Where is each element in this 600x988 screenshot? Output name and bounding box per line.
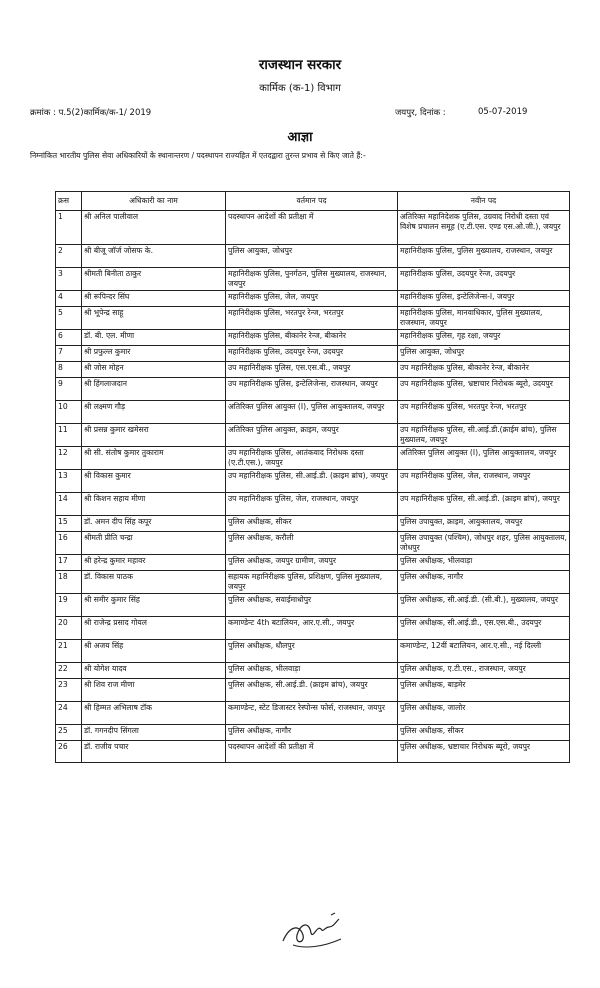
serial-cell: 11 xyxy=(56,424,82,447)
current-post-cell: उप महानिरीक्षक पुलिस, एस.एस.बी., जयपुर xyxy=(226,362,398,378)
new-post-cell: उप महानिरीक्षक पुलिस, सी.आई.डी.(क्राईम ब्रांच), पुलिस मुख्यालय, जयपुर xyxy=(398,424,570,447)
new-post-cell: पुलिस आयुक्त, जोधपुर xyxy=(398,346,570,362)
officer-name-cell: श्री अजय सिंह xyxy=(82,640,226,663)
current-post-cell: महानिरीक्षक पुलिस, उदयपुर रेन्ज, उदयपुर xyxy=(226,346,398,362)
table-row xyxy=(56,493,570,516)
current-post-cell: पुलिस अधीक्षक, सी.आई.डी. (क्राइम ब्रांच), जयपुर xyxy=(226,679,398,702)
header-current-post: वर्तमान पद xyxy=(226,192,398,211)
serial-cell: 20 xyxy=(56,617,82,640)
serial-cell: 18 xyxy=(56,571,82,594)
current-post-cell: पदस्थापन आदेशों की प्रतीक्षा में xyxy=(226,741,398,763)
table-row xyxy=(56,268,570,291)
officer-name-cell: डॉ. अमन दीप सिंह कपूर xyxy=(82,516,226,532)
table-row xyxy=(56,362,570,378)
header-new-post: नवीन पद xyxy=(398,192,570,211)
header-serial: क्रस xyxy=(56,192,82,211)
officer-name-cell: श्री समीर कुमार सिंह xyxy=(82,594,226,617)
government-title: राजस्थान सरकार xyxy=(258,57,342,73)
serial-cell: 14 xyxy=(56,493,82,516)
current-post-cell: पदस्थापन आदेशों की प्रतीक्षा में xyxy=(226,211,398,245)
table-row xyxy=(56,378,570,401)
officer-name-cell: श्री भूपेन्द्र साहू xyxy=(82,307,226,330)
new-post-cell: उप महानिरीक्षक पुलिस, भ्रष्टाचार निरोधक ब्यूरो, उदयपुर xyxy=(398,378,570,401)
officer-name-cell: श्री सी. संतोष कुमार तुकाराम xyxy=(82,447,226,470)
current-post-cell: पुलिस अधीक्षक, भीलवाड़ा xyxy=(226,663,398,679)
serial-cell: 12 xyxy=(56,447,82,470)
table-header-row xyxy=(56,192,570,211)
table-row xyxy=(56,307,570,330)
place-label: जयपुर, दिनांक : xyxy=(395,108,446,118)
officer-name-cell: श्री अनिल पालीवाल xyxy=(82,211,226,245)
new-post-cell: पुलिस उपायुक्त (पश्चिम), जोधपुर शहर, पुलिस आयुक्तालय, जोधपुर xyxy=(398,532,570,555)
new-post-cell: पुलिस अधीक्षक, भीलवाड़ा xyxy=(398,555,570,571)
current-post-cell: पुलिस अधीक्षक, धौलपुर xyxy=(226,640,398,663)
new-post-cell: पुलिस अधीक्षक, बाड़मेर xyxy=(398,679,570,702)
transfer-table xyxy=(55,191,570,763)
officer-name-cell: श्रीमती प्रीति चन्द्रा xyxy=(82,532,226,555)
table-row xyxy=(56,532,570,555)
table-row xyxy=(56,447,570,470)
serial-cell: 9 xyxy=(56,378,82,401)
current-post-cell: उप महानिरीक्षक पुलिस, इन्टेलिजेन्स, राजस्थान, जयपुर xyxy=(226,378,398,401)
serial-cell: 23 xyxy=(56,679,82,702)
header-officer-name: अधिकारी का नाम xyxy=(82,192,226,211)
new-post-cell: पुलिस अधीक्षक, ए.टी.एस., राजस्थान, जयपुर xyxy=(398,663,570,679)
new-post-cell: पुलिस अधीक्षक, सीकर xyxy=(398,725,570,741)
serial-cell: 25 xyxy=(56,725,82,741)
table-row xyxy=(56,555,570,571)
current-post-cell: पुलिस आयुक्त, जोधपुर xyxy=(226,245,398,268)
officer-name-cell: श्री रूपिन्दर सिंघ xyxy=(82,291,226,307)
serial-cell: 22 xyxy=(56,663,82,679)
intro-text: निम्नांकित भारतीय पुलिस सेवा अधिकारियों के स्थानान्तरण / पदस्थापन राज्यहित में एतदद्वारा तुरन्त प्रभाव से किए जाते हैं:- xyxy=(30,151,366,160)
current-post-cell: पुलिस अधीक्षक, जयपुर ग्रामीण, जयपुर xyxy=(226,555,398,571)
current-post-cell: कमाण्डेन्ट 4th बटालियन, आर.ए.सी., जयपुर xyxy=(226,617,398,640)
current-post-cell: अतिरिक्त पुलिस आयुक्त (I), पुलिस आयुक्तालय, जयपुर xyxy=(226,401,398,424)
current-post-cell: उप महानिरीक्षक पुलिस, आतंकवाद निरोधक दस्ता (ए.टी.एस.), जयपुर xyxy=(226,447,398,470)
new-post-cell: कमाण्डेन्ट, 12वीं बटालियन, आर.ए.सी., नई दिल्ली xyxy=(398,640,570,663)
table-body xyxy=(56,211,570,763)
new-post-cell: पुलिस अधीक्षक, सी.आई.डी., एस.एस.बी., उदयपुर xyxy=(398,617,570,640)
officer-name-cell: श्री हरेन्द्र कुमार महावर xyxy=(82,555,226,571)
officer-name-cell: श्री शिव राज मीणा xyxy=(82,679,226,702)
new-post-cell: उप महानिरीक्षक पुलिस, बीकानेर रेन्ज, बीकानेर xyxy=(398,362,570,378)
table-row xyxy=(56,245,570,268)
table-row xyxy=(56,663,570,679)
new-post-cell: पुलिस अधीक्षक, नागौर xyxy=(398,571,570,594)
new-post-cell: महानिरीक्षक पुलिस, गृह रक्षा, जयपुर xyxy=(398,330,570,346)
serial-cell: 17 xyxy=(56,555,82,571)
order-title: आज्ञा xyxy=(287,130,313,145)
officer-name-cell: श्री योगेश यादव xyxy=(82,663,226,679)
officer-name-cell: श्रीमती बिनीता ठाकुर xyxy=(82,268,226,291)
new-post-cell: पुलिस उपायुक्त, क्राइम, आयुक्तालय, जयपुर xyxy=(398,516,570,532)
officer-name-cell: श्री किशन सहाय मीणा xyxy=(82,493,226,516)
order-date: 05-07-2019 xyxy=(478,107,528,117)
serial-cell: 2 xyxy=(56,245,82,268)
table-row xyxy=(56,617,570,640)
new-post-cell: उप महानिरीक्षक पुलिस, सी.आई.डी. (क्राइम ब्रांच), जयपुर xyxy=(398,493,570,516)
serial-cell: 19 xyxy=(56,594,82,617)
current-post-cell: महानिरीक्षक पुलिस, बीकानेर रेन्ज, बीकानेर xyxy=(226,330,398,346)
new-post-cell: महानिरीक्षक पुलिस, मानवाधिकार, पुलिस मुख्यालय, राजस्थान, जयपुर xyxy=(398,307,570,330)
new-post-cell: उप महानिरीक्षक पुलिस, भरतपुर रेन्ज, भरतपुर xyxy=(398,401,570,424)
new-post-cell: महानिरीक्षक पुलिस, उदयपुर रेन्ज, उदयपुर xyxy=(398,268,570,291)
new-post-cell: पुलिस अधीक्षक, जालोर xyxy=(398,702,570,725)
new-post-cell: अतिरिक्त पुलिस आयुक्त (I), पुलिस आयुक्तालय, जयपुर xyxy=(398,447,570,470)
current-post-cell: महानिरीक्षक पुलिस, पुनर्गठन, पुलिस मुख्यालय, राजस्थान, जयपुर xyxy=(226,268,398,291)
current-post-cell: उप महानिरीक्षक पुलिस, सी.आई.डी. (क्राइम ब्रांच), जयपुर xyxy=(226,470,398,493)
officer-name-cell: डॉ. विकास पाठक xyxy=(82,571,226,594)
table-row xyxy=(56,725,570,741)
new-post-cell: पुलिस अधीक्षक, भ्रष्टाचार निरोधक ब्यूरो, जयपुर xyxy=(398,741,570,763)
officer-name-cell: डॉ. राजीव पचार xyxy=(82,741,226,763)
table-row xyxy=(56,401,570,424)
officer-name-cell: श्री प्रसन्न कुमार खमेसरा xyxy=(82,424,226,447)
serial-cell: 8 xyxy=(56,362,82,378)
table-row xyxy=(56,679,570,702)
officer-name-cell: डॉ. बी. एल. मीणा xyxy=(82,330,226,346)
table-row xyxy=(56,741,570,763)
reference-number: क्रमांक : प.5(2)कार्मिक/क-1/ 2019 xyxy=(30,108,152,118)
table-row xyxy=(56,470,570,493)
new-post-cell: अतिरिक्त महानिदेशक पुलिस, उग्रवाद निरोधी दस्ता एवं विशेष प्रचालन समूह (ए.टी.एस. एण्ड एस.ओ.जी.), जयपुर xyxy=(398,211,570,245)
officer-name-cell: श्री लक्ष्मण गौड़ xyxy=(82,401,226,424)
serial-cell: 7 xyxy=(56,346,82,362)
table-row xyxy=(56,594,570,617)
officer-name-cell: डॉ. गगनदीप सिंगला xyxy=(82,725,226,741)
current-post-cell: पुलिस अधीक्षक, सवाईमाधोपुर xyxy=(226,594,398,617)
table-row xyxy=(56,571,570,594)
current-post-cell: पुलिस अधीक्षक, करौली xyxy=(226,532,398,555)
serial-cell: 6 xyxy=(56,330,82,346)
serial-cell: 5 xyxy=(56,307,82,330)
new-post-cell: महानिरीक्षक पुलिस, इन्टेलिजेन्स-I, जयपुर xyxy=(398,291,570,307)
new-post-cell: उप महानिरीक्षक पुलिस, जेल, राजस्थान, जयपुर xyxy=(398,470,570,493)
current-post-cell: अतिरिक्त पुलिस आयुक्त, क्राइम, जयपुर xyxy=(226,424,398,447)
table-row xyxy=(56,640,570,663)
serial-cell: 15 xyxy=(56,516,82,532)
new-post-cell: पुलिस अधीक्षक, सी.आई.डी. (सी.बी.), मुख्यालय, जयपुर xyxy=(398,594,570,617)
serial-cell: 4 xyxy=(56,291,82,307)
serial-cell: 26 xyxy=(56,741,82,763)
serial-cell: 21 xyxy=(56,640,82,663)
current-post-cell: कमाण्डेन्ट, स्टेट डिजास्टर रेस्पोन्स फोर्स, राजस्थान, जयपुर xyxy=(226,702,398,725)
table-row xyxy=(56,516,570,532)
table-row xyxy=(56,346,570,362)
serial-cell: 13 xyxy=(56,470,82,493)
table-row xyxy=(56,424,570,447)
current-post-cell: पुलिस अधीक्षक, नागौर xyxy=(226,725,398,741)
officer-name-cell: श्री हिम्मत अभिलाष टॉक xyxy=(82,702,226,725)
table-row xyxy=(56,291,570,307)
serial-cell: 1 xyxy=(56,211,82,245)
current-post-cell: महानिरीक्षक पुलिस, जेल, जयपुर xyxy=(226,291,398,307)
table-row xyxy=(56,702,570,725)
serial-cell: 24 xyxy=(56,702,82,725)
officer-name-cell: श्री जोस मोहन xyxy=(82,362,226,378)
table-row xyxy=(56,330,570,346)
department-name: कार्मिक (क-1) विभाग xyxy=(259,83,341,94)
officer-name-cell: श्री विकास कुमार xyxy=(82,470,226,493)
serial-cell: 3 xyxy=(56,268,82,291)
current-post-cell: उप महानिरीक्षक पुलिस, जेल, राजस्थान, जयपुर xyxy=(226,493,398,516)
table-row xyxy=(56,211,570,245)
officer-name-cell: श्री बीजू जॉर्ज जोसफ के. xyxy=(82,245,226,268)
serial-cell: 10 xyxy=(56,401,82,424)
current-post-cell: पुलिस अधीक्षक, सीकर xyxy=(226,516,398,532)
new-post-cell: महानिरीक्षक पुलिस, पुलिस मुख्यालय, राजस्थान, जयपुर xyxy=(398,245,570,268)
officer-name-cell: श्री राजेन्द्र प्रसाद गोयल xyxy=(82,617,226,640)
signature-icon xyxy=(275,905,355,953)
serial-cell: 16 xyxy=(56,532,82,555)
officer-name-cell: श्री हिंगलाजदान xyxy=(82,378,226,401)
current-post-cell: महानिरीक्षक पुलिस, भरतपुर रेन्ज, भरतपुर xyxy=(226,307,398,330)
officer-name-cell: श्री प्रफुल्ल कुमार xyxy=(82,346,226,362)
current-post-cell: सहायक महानिरीक्षक पुलिस, प्रशिक्षण, पुलिस मुख्यालय, जयपुर xyxy=(226,571,398,594)
